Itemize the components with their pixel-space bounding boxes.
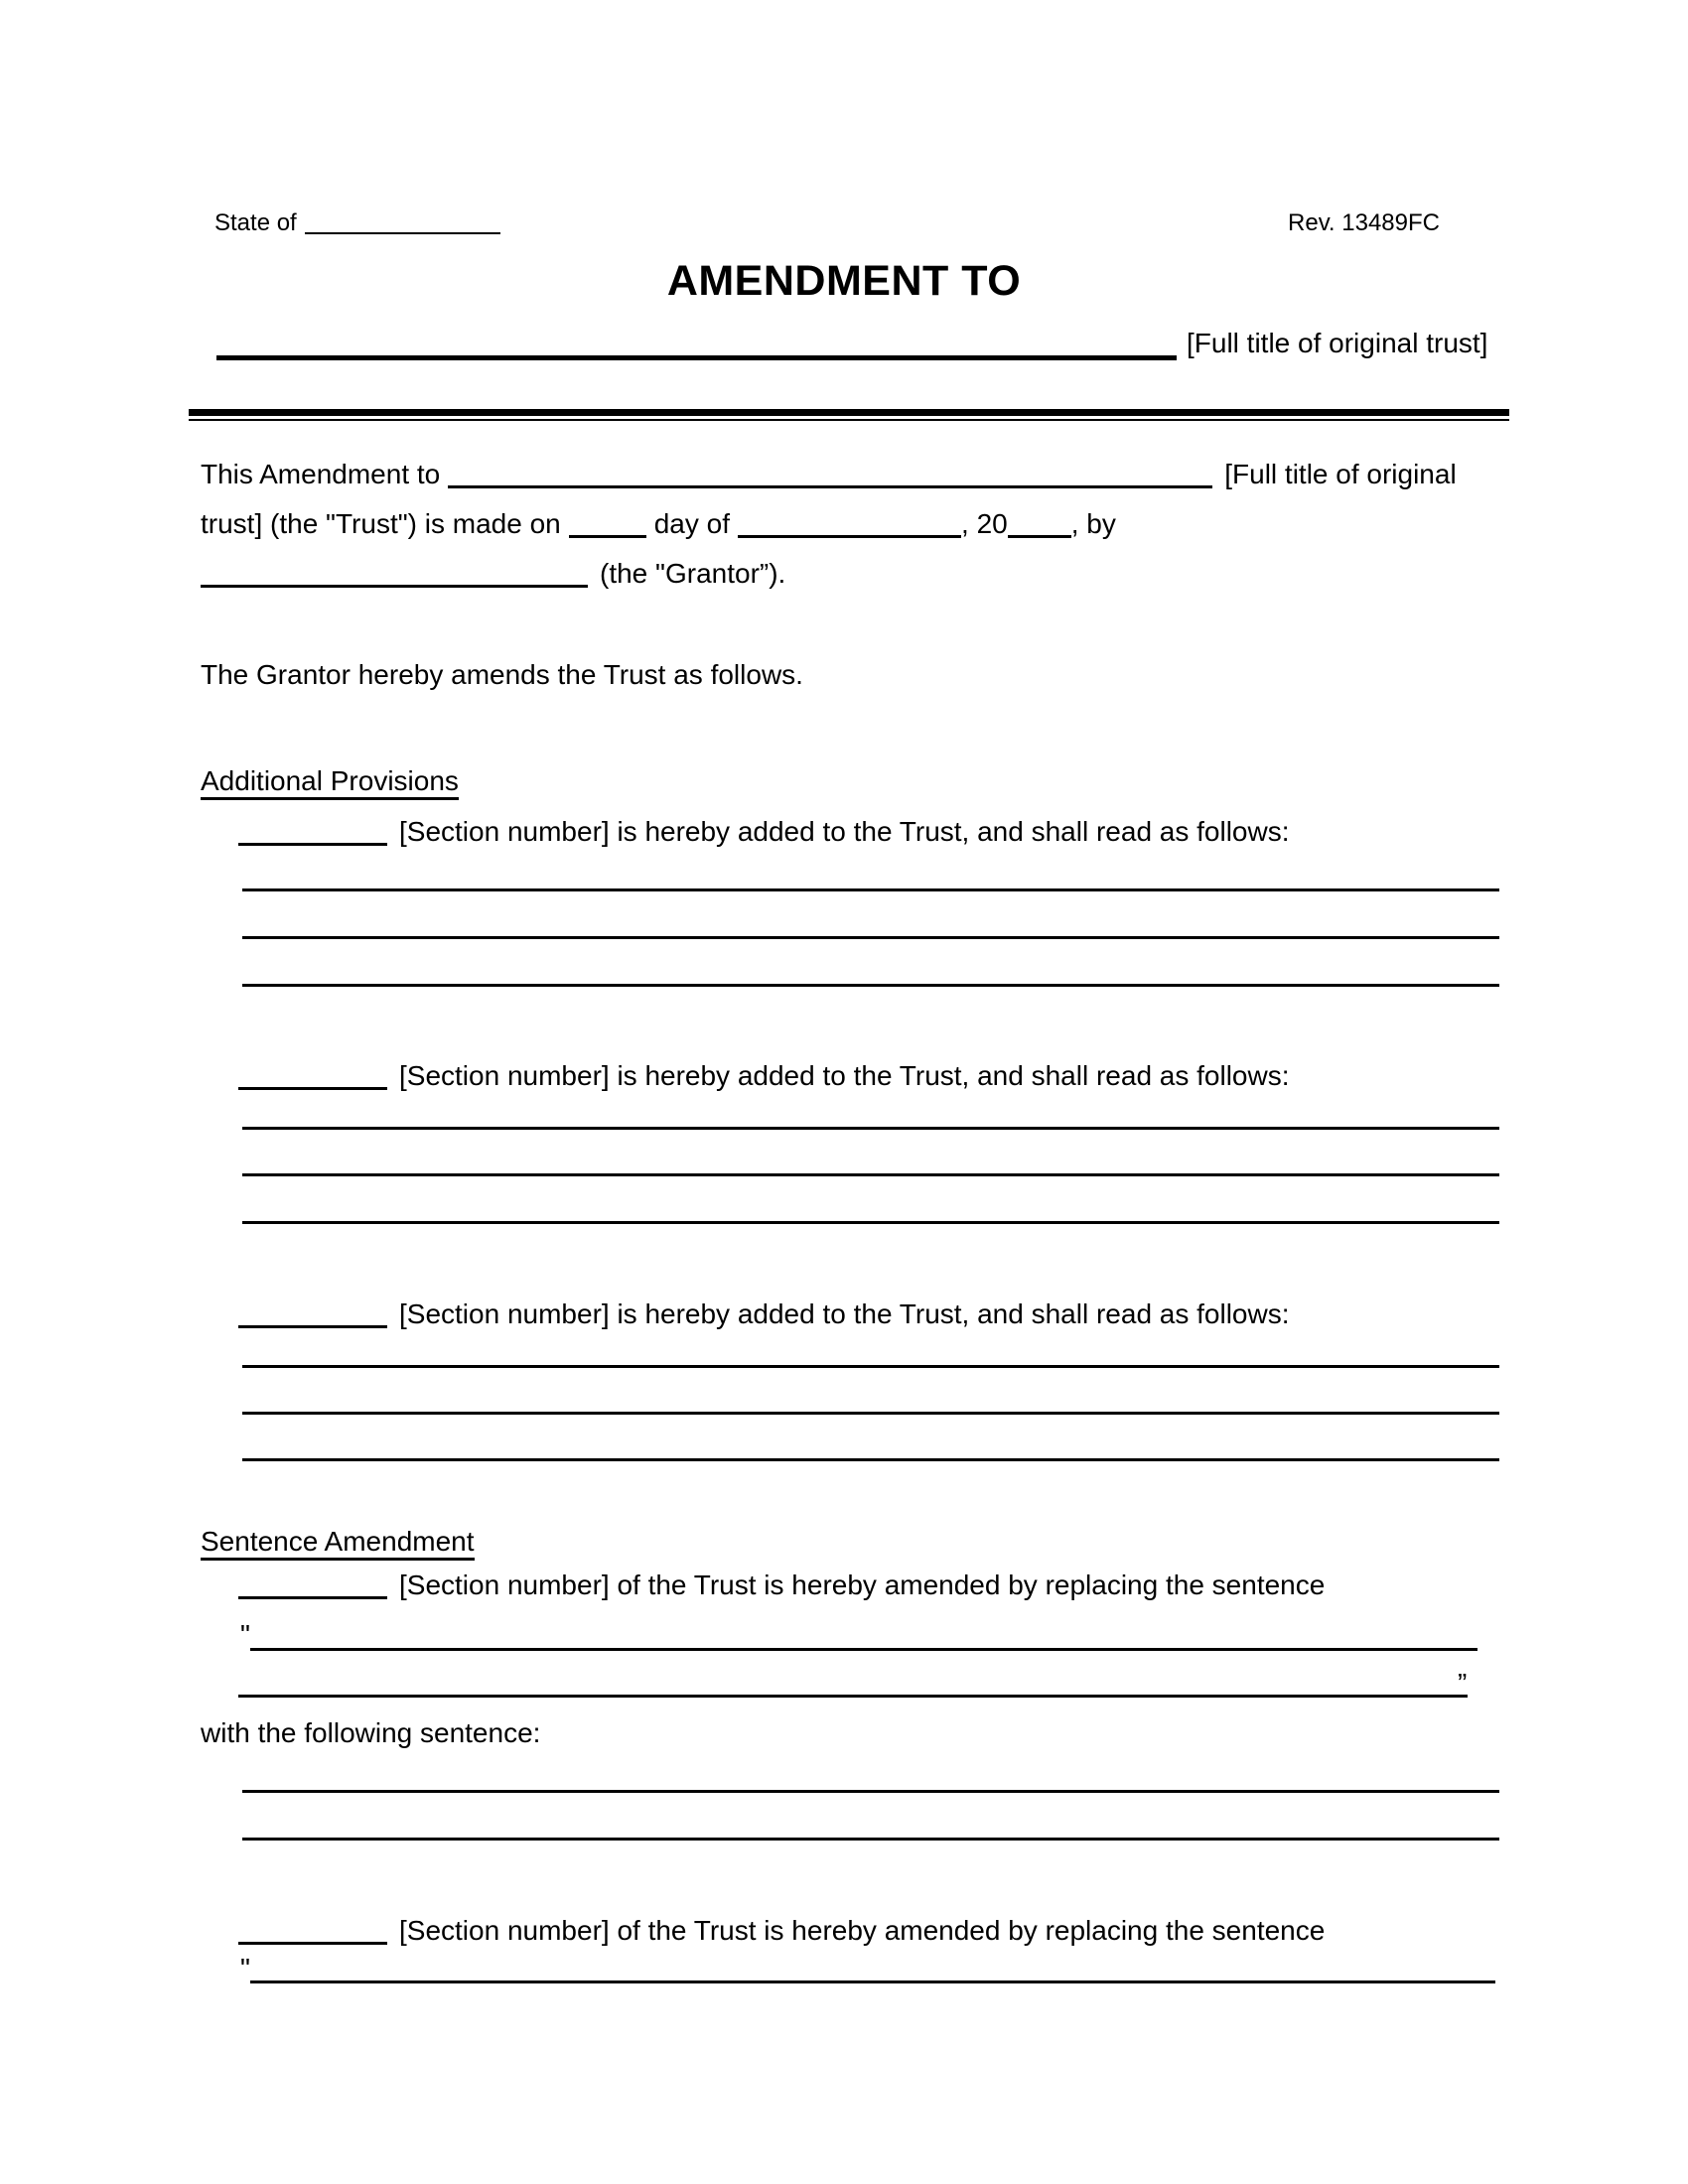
- intro-line-1-annotation: [Full title of original: [1224, 459, 1457, 489]
- trust-title-annotation: [Full title of original trust]: [1187, 328, 1488, 358]
- quoted-sentence-line[interactable]: [250, 1648, 1477, 1651]
- section-number-blank-field[interactable]: [238, 1569, 387, 1599]
- additional-provision-label: [Section number] is hereby added to the Trust, and shall read as follows:: [399, 816, 1290, 847]
- state-of-row: [214, 208, 500, 238]
- writing-line[interactable]: [242, 1458, 1499, 1461]
- quoted-sentence-line[interactable]: [250, 1980, 1495, 1983]
- writing-line[interactable]: [242, 984, 1499, 987]
- sentence-amendment-item: [238, 1569, 1325, 1602]
- intro-line-2-text-a: trust] (the "Trust") is made on: [201, 508, 561, 539]
- state-name-blank-field[interactable]: [305, 208, 500, 234]
- additional-provision-label: [Section number] is hereby added to the Trust, and shall read as follows:: [399, 1060, 1290, 1091]
- intro-line-2: [201, 499, 1501, 549]
- revision-number: Rev. 13489FC: [1288, 209, 1440, 236]
- writing-line[interactable]: [242, 888, 1499, 891]
- writing-line[interactable]: [242, 936, 1499, 939]
- day-blank-field[interactable]: [569, 507, 646, 538]
- intro-line-2-text-d: , by: [1070, 508, 1116, 539]
- writing-line[interactable]: [242, 1412, 1499, 1415]
- intro-paragraph: [201, 450, 1501, 599]
- additional-provision-item: [238, 815, 1290, 849]
- intro-line-1-text: This Amendment to: [201, 459, 441, 489]
- open-quote-mark: ": [240, 1953, 250, 1983]
- intro-line-2-text-b: day of: [653, 508, 731, 539]
- intro-line-1: [201, 450, 1501, 499]
- section-number-blank-field[interactable]: [238, 815, 387, 846]
- section-number-blank-field[interactable]: [238, 1914, 387, 1945]
- grantor-name-blank-field[interactable]: [201, 557, 588, 588]
- writing-line[interactable]: [242, 1173, 1499, 1176]
- page-title: AMENDMENT TO: [666, 257, 1022, 305]
- sentence-amendment-heading: Sentence Amendment: [201, 1525, 475, 1559]
- additional-provision-item: [238, 1297, 1290, 1331]
- with-following-sentence-text: with the following sentence:: [201, 1717, 541, 1748]
- header-divider: [189, 409, 1509, 421]
- state-of-label: State of: [214, 209, 297, 236]
- section-number-blank-field[interactable]: [238, 1297, 387, 1328]
- sentence-amendment-label: [Section number] of the Trust is hereby amended by replacing the sentence: [399, 1570, 1326, 1600]
- additional-provisions-heading: Additional Provisions: [201, 764, 459, 798]
- year-blank-field[interactable]: [1008, 507, 1071, 538]
- trust-title-row: [216, 328, 1487, 360]
- trust-name-blank-field[interactable]: [448, 458, 1212, 488]
- sentence-amendment-label: [Section number] of the Trust is hereby amended by replacing the sentence: [399, 1915, 1326, 1946]
- writing-line[interactable]: [242, 1221, 1499, 1224]
- writing-line[interactable]: [242, 1365, 1499, 1368]
- intro-line-2-text-c: , 20: [961, 508, 1008, 539]
- open-quote-mark: ": [240, 1619, 250, 1650]
- trust-title-blank-field[interactable]: [216, 328, 1177, 360]
- section-number-blank-field[interactable]: [238, 1059, 387, 1090]
- additional-provision-label: [Section number] is hereby added to the Trust, and shall read as follows:: [399, 1298, 1290, 1329]
- close-quote-mark: ”: [1458, 1668, 1468, 1699]
- sentence-amendment-item: [238, 1914, 1325, 1948]
- intro-line-3-text: (the "Grantor”).: [600, 558, 786, 589]
- month-blank-field[interactable]: [738, 507, 961, 538]
- additional-provision-item: [238, 1059, 1290, 1093]
- writing-line[interactable]: [242, 1127, 1499, 1130]
- grantor-amends-clause: The Grantor hereby amends the Trust as follows.: [201, 659, 803, 690]
- replacement-sentence-line[interactable]: [242, 1838, 1499, 1841]
- quoted-sentence-line[interactable]: [238, 1695, 1468, 1698]
- replacement-sentence-line[interactable]: [242, 1790, 1499, 1793]
- intro-line-3: [201, 549, 1501, 599]
